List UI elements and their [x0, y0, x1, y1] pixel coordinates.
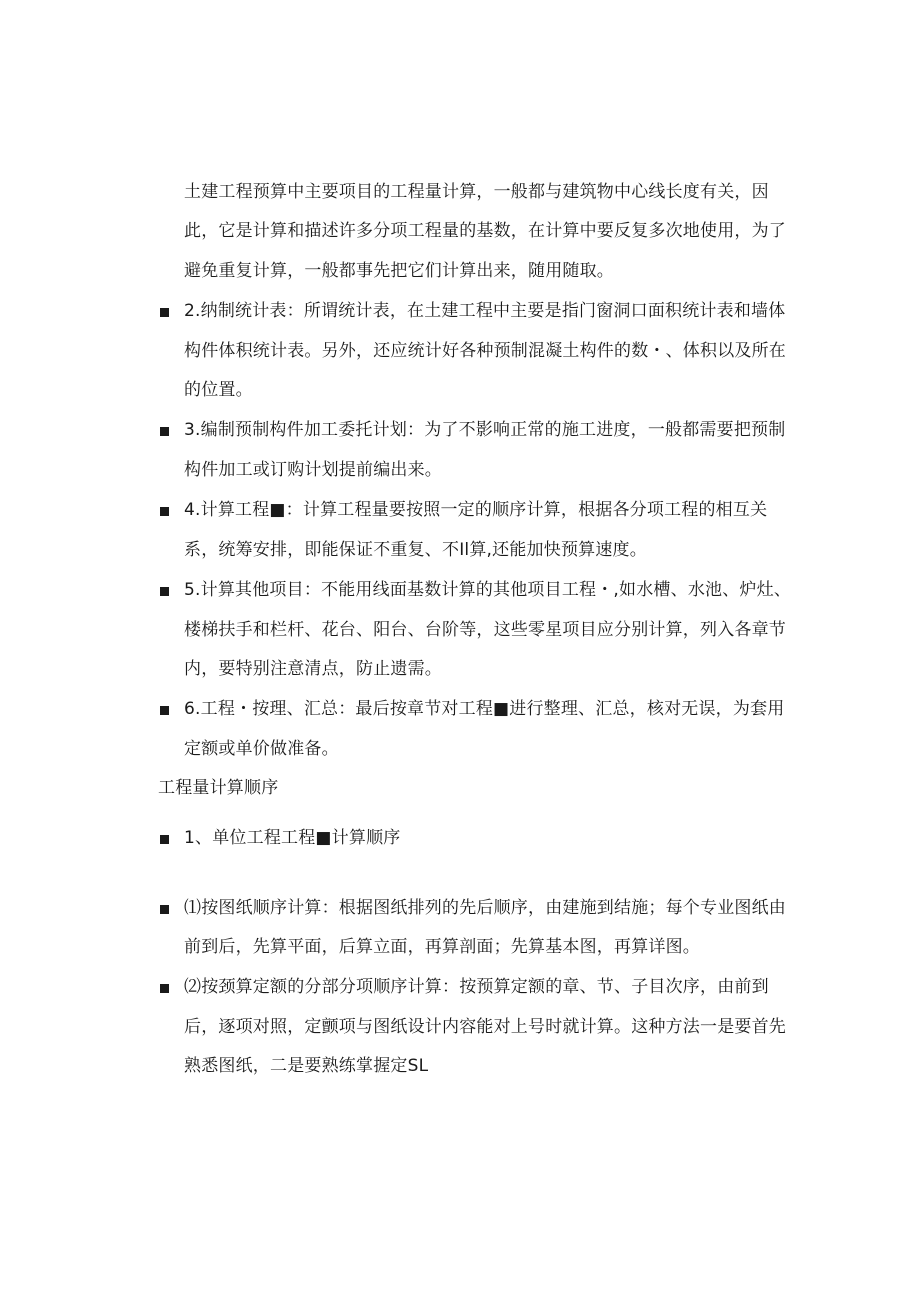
bullet-square-icon: [160, 835, 169, 844]
item-6-line-1: 6.工程・按理、汇总：最后按章节对工程■进行整理、汇总，核对无误，为套用: [184, 699, 785, 719]
section-heading: 工程量计算顺序: [158, 778, 279, 798]
bullet-square-icon: [160, 706, 169, 715]
bullet-square-icon: [160, 587, 169, 596]
method-2-line-1: ⑵按颈算定额的分部分项顺序计算：按预算定额的章、节、子目次序，由前到: [184, 977, 769, 997]
item-5-line-3: 内，要特别注意清点，防止遗需。: [184, 659, 442, 679]
intro-line-3: 避免重复计算，一般都事先把它们计算出来，随用随取。: [184, 261, 614, 281]
method-1-line-1: ⑴按图纸顺序计算：根据图纸排列的先后顺序，由建施到结施；每个专业图纸由: [184, 898, 786, 918]
item-5-line-1: 5.计算其他项目：不能用线面基数计算的其他项目工程・,如水槽、水池、炉灶、: [184, 580, 792, 600]
item-2-line-1: 2.纳制统计表：所谓统计表，在土建工程中主要是指门窗洞口面积统计表和墙体: [184, 301, 786, 321]
item-5-line-2: 楼梯扶手和栏杆、花台、阳台、台阶等，这些零星项目应分别计算，列入各章节: [184, 620, 786, 640]
sub-heading: 1、单位工程工程■计算顺序: [184, 828, 401, 848]
item-4-line-1: 4.计算工程■：计算工程量要按照一定的顺序计算，根据各分项工程的相互关: [184, 500, 768, 520]
bullet-square-icon: [160, 507, 169, 516]
bullet-square-icon: [160, 427, 169, 436]
bullet-square-icon: [160, 984, 169, 993]
intro-line-2: 此，它是计算和描述许多分项工程量的基数，在计算中要反复多次地使用，为了: [184, 221, 786, 241]
item-3-line-2: 构件加工或订购计划提前编出来。: [184, 460, 442, 480]
intro-line-1: 土建工程预算中主要项目的工程量计算，一般都与建筑物中心线长度有关，因: [184, 182, 769, 202]
item-6-line-2: 定额或单价做准备。: [184, 739, 339, 759]
method-2-line-2: 后，逐项对照，定颤项与图纸设计内容能对上号时就计算。这种方法一是要首先: [184, 1017, 786, 1037]
bullet-square-icon: [160, 905, 169, 914]
method-1-line-2: 前到后，先算平面，后算立面，再算剖面；先算基本图，再算详图。: [184, 937, 700, 957]
bullet-square-icon: [160, 308, 169, 317]
item-2-line-2: 构件体积统计表。另外，还应统计好各种预制混凝土构件的数・、体积以及所在: [184, 341, 786, 361]
method-2-line-3: 熟悉图纸，二是要熟练掌握定SL: [184, 1056, 429, 1076]
item-4-line-2: 系，统筹安排，即能保证不重复、不Il算,还能加快预算速度。: [184, 540, 647, 560]
item-2-line-3: 的位置。: [184, 380, 253, 400]
item-3-line-1: 3.编制预制构件加工委托计划：为了不影响正常的施工进度，一般都需要把预制: [184, 420, 786, 440]
